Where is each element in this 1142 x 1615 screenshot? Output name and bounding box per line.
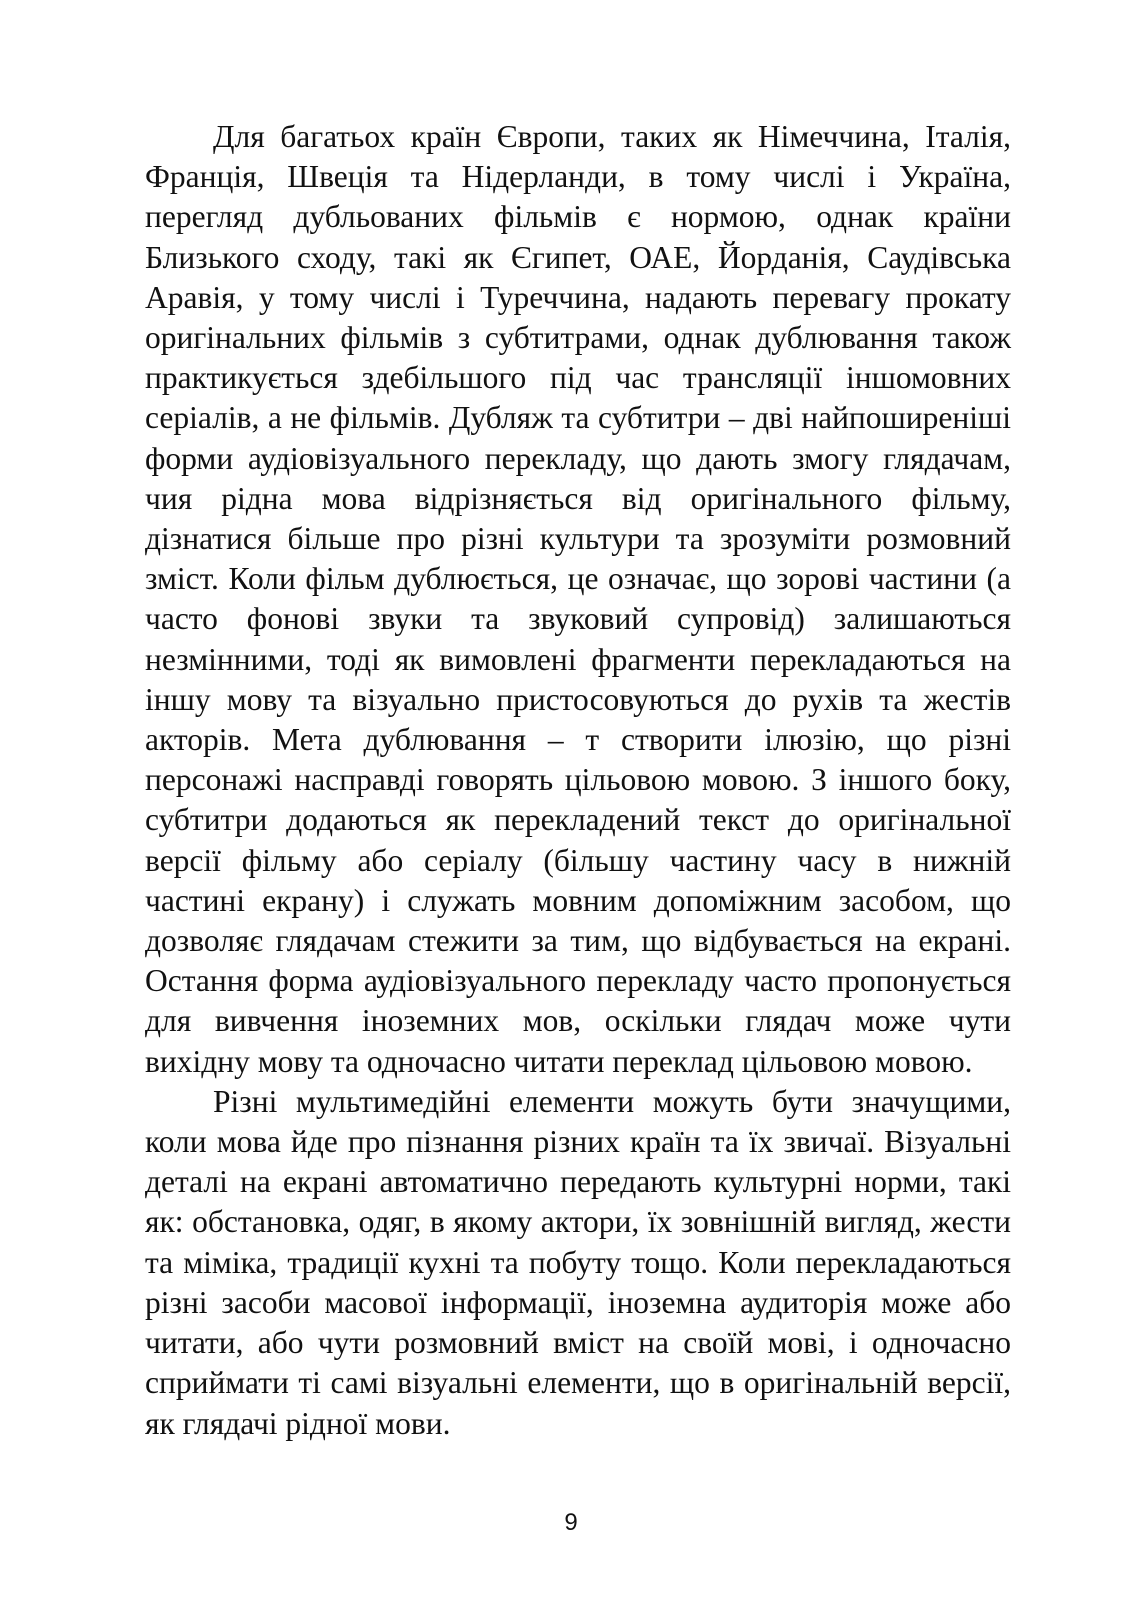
paragraph-multimedia-elements: Різні мультимедійні елементи можуть бути значущими, коли мова йде про пізнання різних країн та їх звичаї. Візуальні деталі на екрані автоматично передають культурні норми, такі як: обстановка, одяг, в якому актори, їх зовнішній вигляд, жести та міміка, традиції кухні та побуту тощо. Коли перекладаються різні засоби масової інформації, іноземна аудиторія може або читати, або чути розмовний вміст на своїй мові, і одночасно сприймати ті самі візуальні елементи, що в оригінальній версії, як глядачі рідної мови. <box>145 1083 1011 1441</box>
body-text <box>145 117 1011 1444</box>
page-number: 9 <box>564 1509 578 1536</box>
paragraph-dubbing-and-subtitles: Для багатьох країн Європи, таких як Німеччина, Італія, Франція, Швеція та Нідерланди, в тому числі і Україна, перегляд дубльованих фільмів є нормою, однак країни Близького сходу, такі як Єгипет, ОАЕ, Йорданія, Саудівська Аравія, у тому числі і Туреччина, надають перевагу прокату оригінальних фільмів з субтитрами, однак дублювання також практикується здебільшого під час трансляції іншомовних серіалів, а не фільмів. Дубляж та субтитри – дві найпоширеніші форми аудіовізуального перекладу, що дають змогу глядачам, чия рідна мова відрізняється від оригінального фільму, дізнатися більше про різні культури та зрозуміти розмовний зміст. Коли фільм дублюється, це означає, що зорові частини (а часто фонові звуки та звуковий супровід) залишаються незмінними, тоді як вимовлені фрагменти перекладаються на іншу мову та візуально пристосовуються до рухів та жестів акторів. Мета дублювання – т створити ілюзію, що різні персонажі насправді говорять цільовою мовою. З іншого боку, субтитри додаються як перекладений текст до оригінальної версії фільму або серіалу (більшу частину часу в нижній частині екрану) і служать мовним допоміжним засобом, що дозволяє глядачам стежити за тим, що відбувається на екрані. Остання форма аудіовізуального перекладу часто пропонується для вивчення іноземних мов, оскільки глядач може чути вихідну мову та одночасно читати переклад цільовою мовою. <box>145 119 1011 1079</box>
